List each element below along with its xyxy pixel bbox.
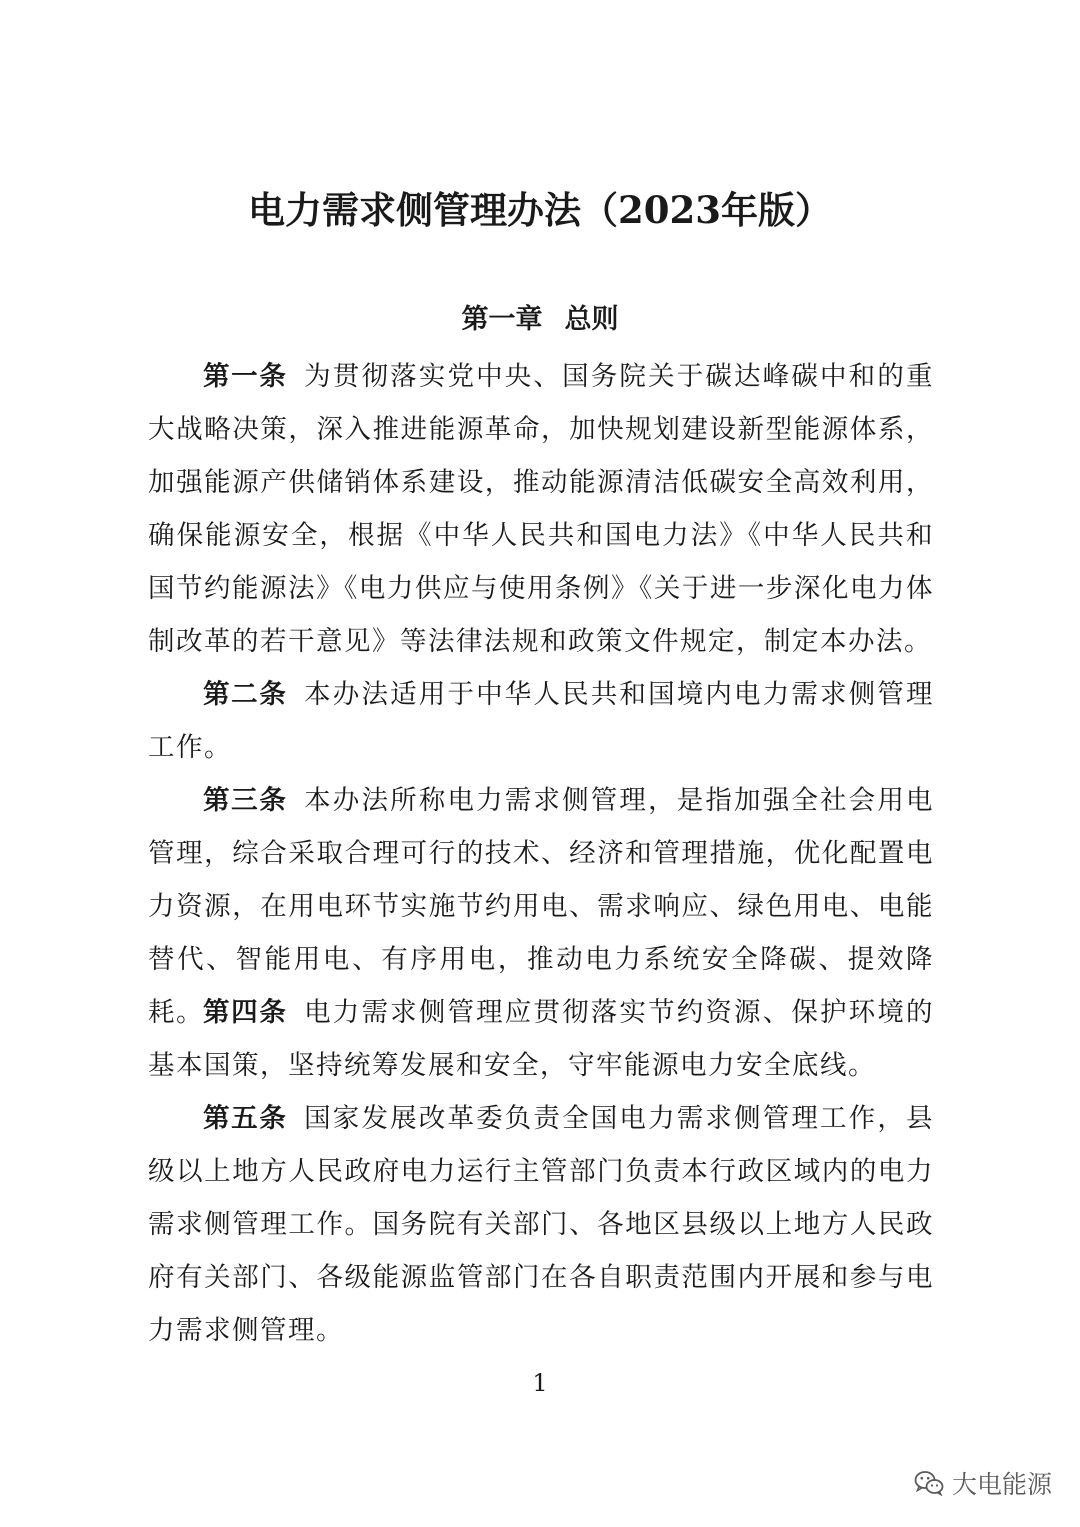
document-title: 电力需求侧管理办法（2023年版） <box>248 188 832 232</box>
article-text: 本办法所称电力需求侧管理，是指加强全社会用电管理，综合采取合理可行的技术、经济和管理措施，优化配置电力资源，在用电环节实施节约用电、需求响应、绿色用电、电能替代、智能用电、有序用电，推动电力系统安全降碳、提效降耗。 <box>148 785 935 1028</box>
article-text: 国家发展改革委负责全国电力需求侧管理工作，县级以上地方人民政府电力运行主管部门负责本行政区域内的电力需求侧管理工作。国务院有关部门、各地区县级以上地方人民政府有关部门、各级能源监管部门在各自职责范围内开展和参与电力需求侧管理。 <box>148 1103 935 1346</box>
chapter-heading <box>0 296 1080 344</box>
article-label: 第五条 <box>203 1103 288 1134</box>
article-4 <box>148 986 934 1092</box>
article-1 <box>148 350 934 668</box>
article-label: 第三条 <box>203 785 288 816</box>
article-text: 为贯彻落实党中央、国务院关于碳达峰碳中和的重大战略决策，深入推进能源革命，加快规划建设新型能源体系，加强能源产供储销体系建设，推动能源清洁低碳安全高效利用，确保能源安全，根据《中华人民共和国电力法》《中华人民共和国节约能源法》《电力供应与使用条例》《关于进一步深化电力体制改革的若干意见》等法律法规和政策文件规定，制定本办法。 <box>148 361 935 657</box>
watermark-text: 大电能源 <box>951 1470 1052 1499</box>
article-label: 第四条 <box>203 997 288 1028</box>
page-number: 1 <box>532 1369 548 1397</box>
article-text: 电力需求侧管理应贯彻落实节约资源、保护环境的基本国策，坚持统筹发展和安全，守牢能源电力安全底线。 <box>148 997 935 1081</box>
chapter-number: 第一章 <box>461 304 543 335</box>
article-5 <box>148 1092 934 1357</box>
article-2 <box>148 668 934 774</box>
article-label: 第二条 <box>203 679 288 710</box>
wechat-icon <box>914 1470 944 1496</box>
article-text: 本办法适用于中华人民共和国境内电力需求侧管理工作。 <box>148 679 935 763</box>
article-label: 第一条 <box>203 361 288 392</box>
chapter-name: 总则 <box>564 304 619 335</box>
watermark <box>914 1465 1052 1501</box>
